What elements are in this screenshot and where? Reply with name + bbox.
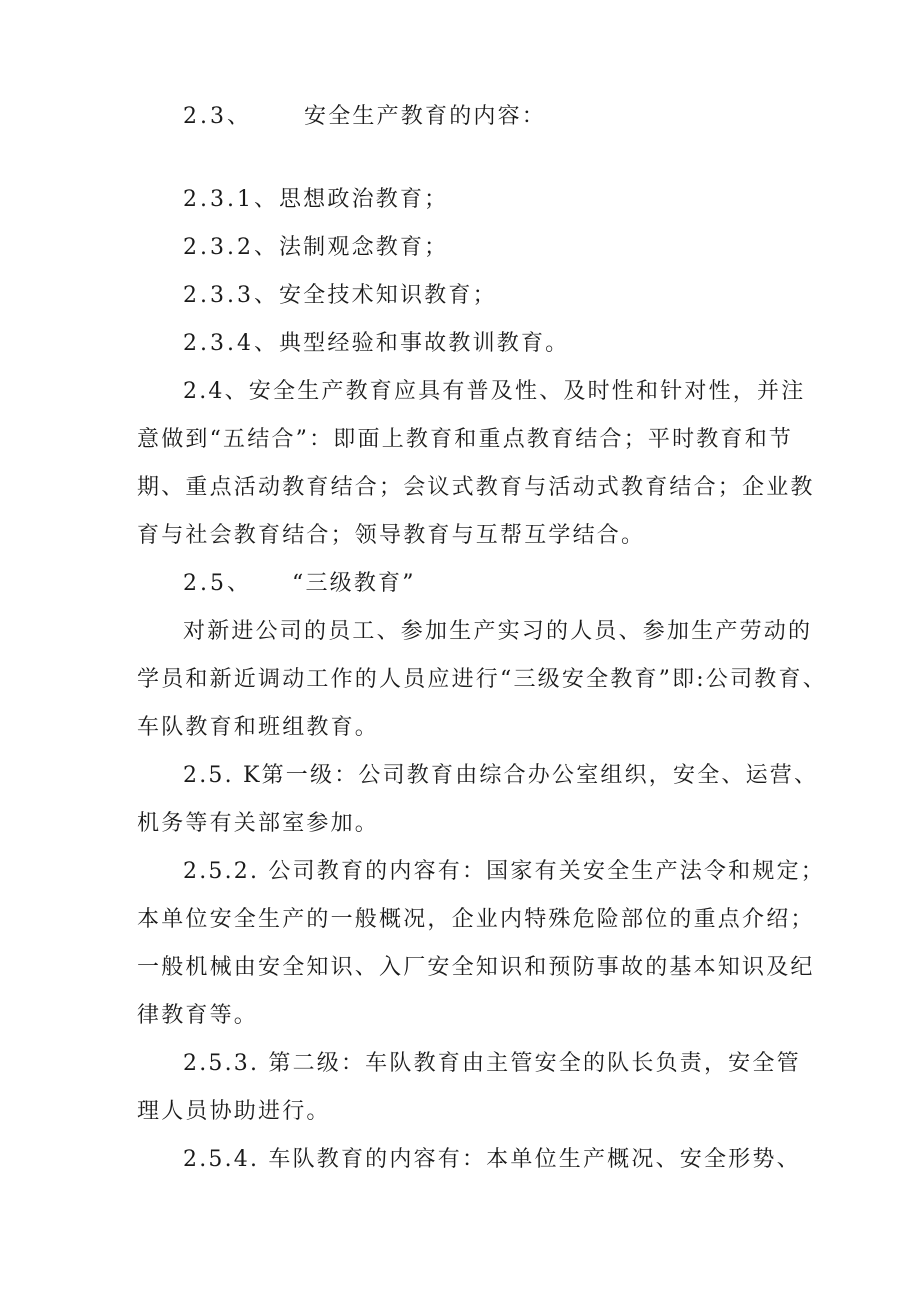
- paragraph-2-4-line: 期、重点活动教育结合；会议式教育与活动式教育结合；企业教: [137, 475, 815, 500]
- section-2-3-heading: [183, 102, 546, 132]
- item-number: 2.3.4、: [183, 331, 279, 356]
- paragraph-2-5-1-line: 2.5. K第一级：公司教育由综合办公室组织，安全、运营、: [183, 763, 819, 788]
- item-text: 典型经验和事故教训教育。: [278, 331, 570, 356]
- item-number: 2.3.1、: [183, 187, 279, 212]
- item-2-3-1: [183, 185, 448, 215]
- paragraph-2-5-intro-line: 车队教育和班组教育。: [137, 715, 380, 740]
- paragraph-2-4-line: 2.4、安全生产教育应具有普及性、及时性和针对性，并注: [183, 379, 806, 404]
- section-title: “三级教育”: [292, 571, 416, 596]
- paragraph-2-4-line: 意做到“五结合”：即面上教育和重点教育结合；平时教育和节: [137, 427, 794, 452]
- item-2-3-4: [183, 329, 569, 359]
- paragraph-2-5-intro-line: 学员和新近调动工作的人员应进行“三级安全教育”即:公司教育、: [137, 667, 827, 692]
- item-text: 法制观念教育；: [278, 235, 449, 260]
- section-number: 2.3、: [183, 104, 252, 129]
- paragraph-2-5-intro-line: 对新进公司的员工、参加生产实习的人员、参加生产劳动的: [183, 619, 813, 644]
- item-number: 2.3.2、: [183, 235, 279, 260]
- paragraph-2-5-4-line: 2.5.4. 车队教育的内容有：本单位生产概况、安全形势、: [183, 1147, 801, 1172]
- item-text: 安全技术知识教育；: [278, 283, 497, 308]
- item-number: 2.3.3、: [183, 283, 279, 308]
- paragraph-2-5-3-line: 理人员协助进行。: [137, 1099, 331, 1124]
- paragraph-2-5-2-line: 本单位安全生产的一般概况，企业内特殊危险部位的重点介绍；: [137, 907, 815, 932]
- item-text: 思想政治教育；: [278, 187, 449, 212]
- paragraph-2-5-2-line: 2.5.2. 公司教育的内容有：国家有关安全生产法令和规定；: [183, 859, 825, 884]
- paragraph-2-5-3-line: 2.5.3. 第二级：车队教育由主管安全的队长负责，安全管: [183, 1051, 801, 1076]
- paragraph-2-4-line: 育与社会教育结合；领导教育与互帮互学结合。: [137, 523, 646, 548]
- section-2-5-heading: [183, 569, 416, 599]
- paragraph-2-5-1-line: 机务等有关部室参加。: [137, 811, 380, 836]
- item-2-3-3: [183, 281, 497, 311]
- paragraph-2-5-2-line: 律教育等。: [137, 1003, 259, 1028]
- item-2-3-2: [183, 233, 448, 263]
- section-number: 2.5、: [183, 571, 252, 596]
- paragraph-2-5-2-line: 一般机械由安全知识、入厂安全知识和预防事故的基本知识及纪: [137, 955, 815, 980]
- section-title: 安全生产教育的内容：: [304, 104, 547, 129]
